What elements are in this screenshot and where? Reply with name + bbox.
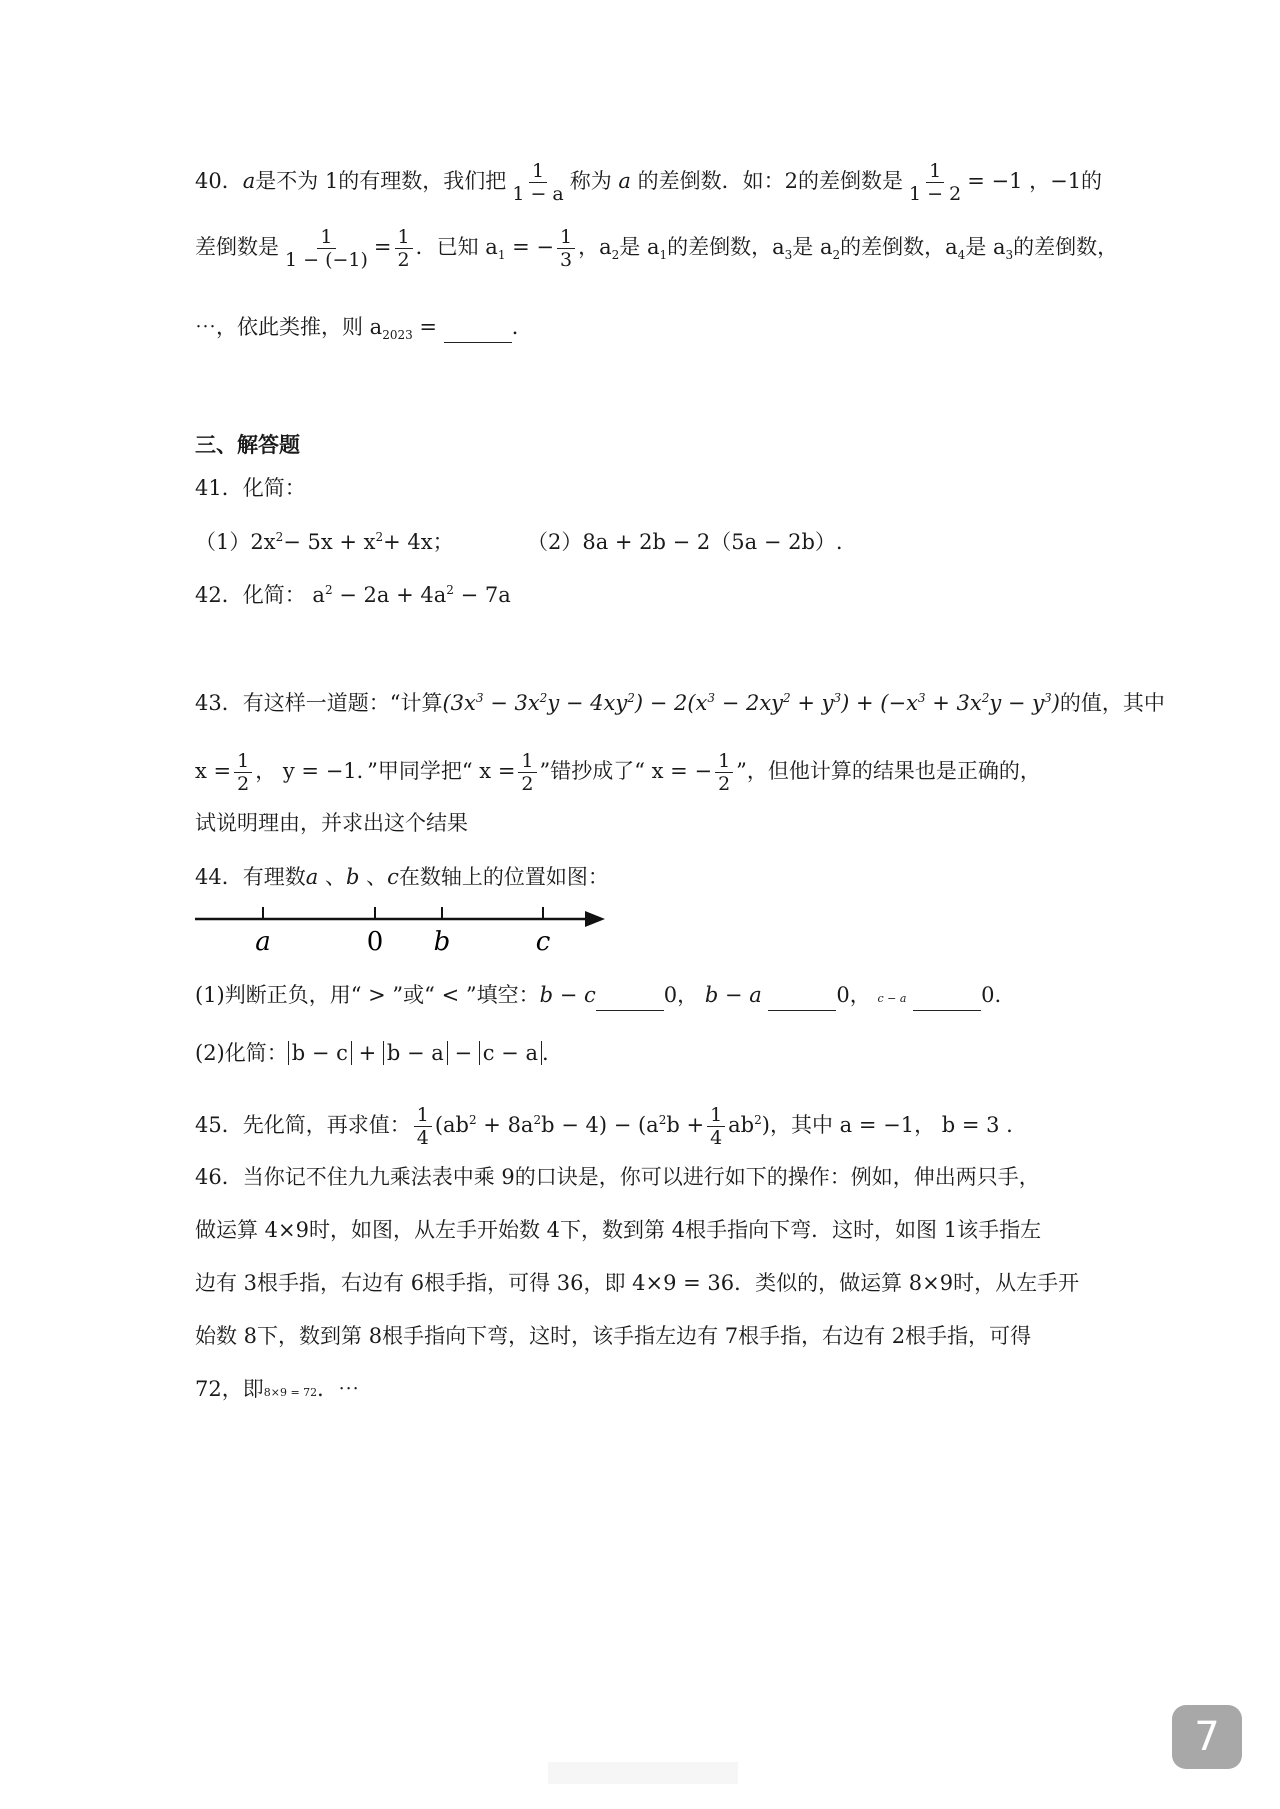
q41-part-1-c: + 4x；	[383, 530, 454, 554]
q43-text-3: ， y = −1．”甲同学把“ x =	[255, 759, 516, 783]
subscript: 1	[497, 248, 506, 263]
q44-part-2-text: (2)化简：	[195, 1041, 288, 1065]
q43-x-eq: x =	[195, 759, 232, 783]
q40-text-3: 的差倒数．如：2的差倒数是	[637, 169, 904, 193]
q41-part-1: （1）2x	[195, 530, 276, 554]
var-c: c	[387, 865, 399, 889]
q43-line-1	[195, 683, 1165, 718]
label-b: b	[433, 927, 451, 957]
q40-number: 40．	[195, 169, 243, 193]
q46-line-4: 始数 8下，数到第 8根手指向下弯，这时，该手指左边有 7根手指，右边有 2根手指，可得	[195, 1324, 1032, 1348]
q40-text-6: ．已知 a	[415, 235, 498, 259]
q44-part-1	[195, 980, 1125, 1014]
fraction-1-over-3: $\frac{1}{3}$	[557, 226, 575, 271]
label-a: a	[255, 927, 271, 957]
q40-text-15: ⋯，依此类推，则 a	[195, 315, 383, 339]
subscript: 2	[832, 248, 841, 263]
superscript: 2	[468, 1113, 477, 1127]
q46-line-3: 边有 3根手指，右边有 6根手指，可得 36，即 4×9 = 36．类似的，做运算 8×9时，从左手开	[195, 1271, 1080, 1295]
q43-line-2	[195, 750, 1125, 795]
q43-expression: $(3x^3 - 3x^2y - 4xy^2) - 2(x^3 - 2xy^2 + y^3) + (-x^3 + 3x^2y - y^3)$	[442, 691, 1060, 715]
abs-b-minus-c: b − c	[288, 1041, 352, 1065]
q46-line-5	[195, 1374, 1125, 1408]
superscript: 2	[324, 583, 333, 597]
q42-expr: − 7a	[453, 583, 511, 607]
expr-c-minus-a: c − a	[877, 992, 907, 1005]
watermark	[548, 1762, 738, 1784]
equals-sign: =	[373, 235, 392, 259]
superscript: 2	[533, 1113, 542, 1127]
superscript: 2	[275, 530, 284, 544]
answer-blank[interactable]	[768, 980, 836, 1011]
q41-parts	[195, 522, 1125, 557]
q40-text-11: 是 a	[792, 235, 833, 259]
var-a: a	[305, 865, 319, 889]
superscript: 2	[658, 1113, 667, 1127]
fraction-1-over-1-minus-2: $\frac{1}{1 - 2}$	[909, 160, 962, 205]
var-b: b	[345, 865, 360, 889]
subscript: 1	[659, 248, 668, 263]
plus-sign: +	[351, 1041, 383, 1065]
q40-text-8: ，a	[578, 235, 612, 259]
q40-text-4: = −1 ，−1的	[967, 169, 1103, 193]
answer-blank[interactable]	[444, 312, 512, 343]
q45-expr: ab	[728, 1113, 755, 1137]
fraction-1-over-2: $\frac{1}{2}$	[518, 750, 536, 795]
fraction-1-over-4: $\frac{1}{4}$	[414, 1104, 432, 1149]
q42-title: 42．化简：	[195, 583, 306, 607]
q46-line-2: 做运算 4×9时，如图，从左手开始数 4下，数到第 4根手指向下弯．这时，如图 1该手指左	[195, 1218, 1042, 1242]
abs-c-minus-a: c − a	[479, 1041, 542, 1065]
subscript: 4	[957, 248, 966, 263]
abs-b-minus-a: b − a	[383, 1041, 448, 1065]
answer-blank[interactable]	[596, 980, 664, 1011]
var-a: a	[618, 169, 631, 193]
period: .	[541, 1041, 549, 1065]
q45-expr: b +	[666, 1113, 705, 1137]
q45-expr: (ab	[434, 1113, 469, 1137]
q43-line-3: 试说明理由，并求出这个结果	[195, 811, 468, 835]
q40-text-9: 是 a	[619, 235, 660, 259]
q44-text-2: 在数轴上的位置如图：	[398, 865, 609, 889]
q44-line-1	[195, 862, 1125, 892]
q46-line-1: 46．当你记不住九九乘法表中乘 9的口诀是，你可以进行如下的操作：例如，伸出两只手，	[195, 1165, 1040, 1189]
q41-title: 41．化简：	[195, 476, 306, 500]
q42-line	[195, 575, 1125, 610]
q45-expr: + 8a	[476, 1113, 534, 1137]
zero: 0，	[663, 983, 699, 1007]
minus-sign: −	[447, 1041, 479, 1065]
number-line-arrow	[585, 911, 605, 927]
fraction-1-over-2: $\frac{1}{2}$	[234, 750, 252, 795]
q45-expr: b − 4) − (a	[541, 1113, 659, 1137]
expr-b-minus-a: b − a	[704, 983, 762, 1007]
q40-text-2: 称为	[569, 169, 612, 193]
zero: 0.	[981, 983, 1002, 1007]
number-line	[195, 895, 615, 965]
var-a: a	[242, 169, 256, 193]
q46-text: 72，即	[195, 1377, 264, 1401]
subscript: 3	[1005, 248, 1014, 263]
q43-text-4: ”错抄成了“ x = −	[539, 759, 713, 783]
label-zero: 0	[366, 927, 384, 957]
q45-text-2: ，其中 a = −1， b = 3 .	[769, 1113, 1013, 1137]
q41-part-2: （2）8a + 2b − 2（5a − 2b）.	[526, 530, 843, 554]
q40-text-16: =	[412, 315, 438, 339]
subscript: 2023	[382, 328, 413, 343]
page-number-badge[interactable]: 7	[1172, 1705, 1242, 1769]
subscript: 3	[784, 248, 793, 263]
zero: 0，	[836, 983, 871, 1007]
superscript: 2	[446, 583, 454, 597]
q40-line-1	[195, 160, 1125, 205]
q44-part-1-text: (1)判断正负，用“ > ”或“ < ”填空：	[195, 983, 540, 1007]
q42-expr: a	[312, 583, 325, 607]
fraction-1-over-4: $\frac{1}{4}$	[707, 1104, 725, 1149]
separator: 、	[318, 865, 346, 889]
fraction-1-over-1-minus-neg1: $\frac{1}{1 - (-1)}$	[285, 226, 368, 271]
fraction-1-over-1-minus-a: $\frac{1}{1 - a}$	[512, 160, 564, 205]
superscript: 2	[754, 1113, 762, 1127]
answer-blank[interactable]	[913, 980, 981, 1011]
q45-expr: )	[761, 1113, 770, 1137]
q40-text-10: 的差倒数，a	[667, 235, 785, 259]
q40-text-12: 的差倒数，a	[840, 235, 958, 259]
subscript: 2	[611, 248, 620, 263]
fraction-1-over-2: $\frac{1}{2}$	[395, 226, 413, 271]
superscript: 2	[375, 530, 384, 544]
q40-line-2	[195, 226, 1125, 271]
label-c: c	[535, 927, 551, 957]
q45-text-1: 45．先化简，再求值：	[195, 1113, 411, 1137]
expr-b-minus-c: b − c	[539, 983, 596, 1007]
q43-text-2: 的值，其中	[1059, 691, 1165, 715]
fraction-1-over-2: $\frac{1}{2}$	[715, 750, 733, 795]
q41-part-1-b: − 5x + x	[283, 530, 376, 554]
q40-text-13: 是 a	[965, 235, 1006, 259]
q40-text-5: 差倒数是	[195, 235, 279, 259]
q40-text-1: 是不为 1的有理数，我们把	[255, 169, 507, 193]
q44-part-2	[195, 1038, 1125, 1068]
q44-text-1: 44．有理数	[195, 865, 306, 889]
q46-inline-formula: 8×9 = 72	[263, 1386, 318, 1399]
q43-text-1: 43．有这样一道题：“计算	[195, 691, 443, 715]
q42-expr: − 2a + 4a	[332, 583, 447, 607]
q40-text-14: 的差倒数，	[1013, 235, 1119, 259]
q45-line	[195, 1104, 1125, 1149]
section-title: 三、解答题	[195, 432, 300, 457]
q40-text-7: = −	[505, 235, 555, 259]
q40-text-17: ．	[511, 315, 533, 339]
separator: 、	[359, 865, 388, 889]
q46-text: ．⋯	[317, 1377, 360, 1401]
q40-line-3	[195, 312, 1125, 350]
q43-text-5: ”，但他计算的结果也是正确的，	[736, 759, 1041, 783]
